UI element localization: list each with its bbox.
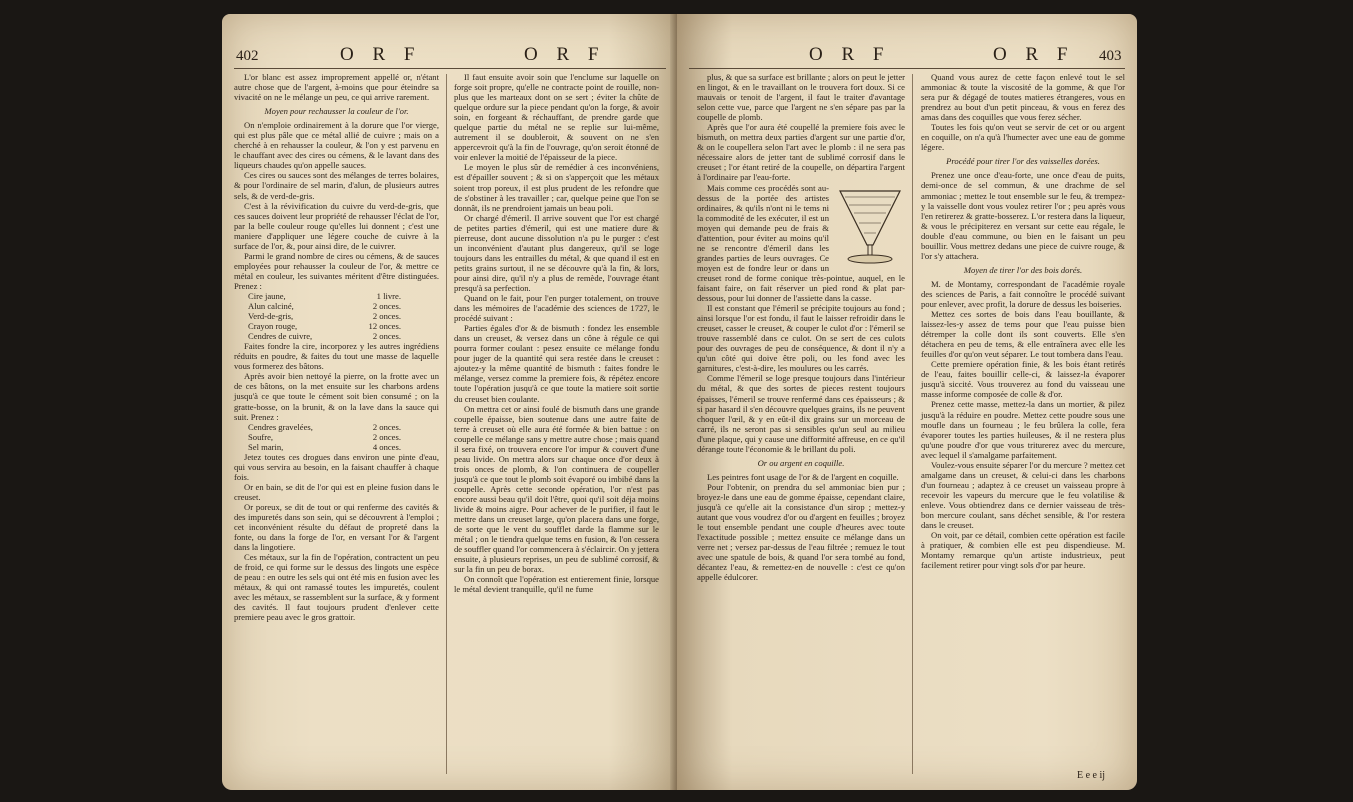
recipe-row: Cire jaune, 1 livre. <box>248 290 401 301</box>
column-divider-left <box>446 74 447 774</box>
header-rule-right <box>689 68 1125 69</box>
folio-left: 402 <box>236 48 259 64</box>
column-1 <box>234 72 439 623</box>
paragraph: Ces métaux, sur la fin de l'opération, contractent un peu de froid, ce qui forme sur le dessus des lingots une espèce de peau : en outre les sels qui ont été mis en fusion avec les métaux, & qui ont ramassé toutes les impuretés, coulent avec les métaux, se rassemblent sur la surface, & y forment des cavités. Il faut toujours prudent d'enlever cette premiere peau avec le gros grattoir. <box>234 552 439 623</box>
paragraph: Or en bain, se dit de l'or qui est en pleine fusion dans le creuset. <box>234 481 439 502</box>
recipe-row: Soufre, 2 onces. <box>248 431 401 442</box>
running-head-left-col2: O R F <box>524 44 606 65</box>
paragraph: Après avoir bien nettoyé la pierre, on la frotte avec un de ces bâtons, on la met ensuite sur les charbons ardens jusqu'à ce que toute le cément soit bien consumé ; on la gratte-bosse, on la brunit, & on la lave dans la sauce qui suit. Prenez : <box>234 371 439 422</box>
left-page <box>222 14 677 790</box>
folio-right: 403 <box>1099 48 1122 64</box>
paragraph: C'est à la révivification du cuivre du verd-de-gris, que ces sauces doivent leur propriété de rehausser l'éclat de l'or, par la belle couleur rouge qu'elles lui donnent ; c'est une maniere d'appliquer une légere couche de cuivre à la surface de l'or, &, pour ainsi dire, de le cuivrer. <box>234 200 439 251</box>
running-head-left: O R F <box>340 44 422 65</box>
recipe-row: Cendres de cuivre, 2 onces. <box>248 331 401 342</box>
paragraph: Le moyen le plus sûr de remédier à ces inconvéniens, est d'épailler souvent ; & si on s'apperçoit que les métaux soient trop poreux, il est plus prudent de les refondre que de s'obstiner à les travailler ; car, quelque peine que l'on se donnât, ils ne prendroient jamais un beau poli. <box>454 162 659 213</box>
paragraph: Cette premiere opération finie, & les bois étant retirés de l'eau, faites bouillir celle-ci, & laissez-la évaporer jusqu'à siccité. Vous trouverez au fond du vaisseau une masse informe composée de colle & d'or. <box>921 359 1125 400</box>
recipe-row: Sel marin, 4 onces. <box>248 441 401 452</box>
paragraph: Or chargé d'émeril. Il arrive souvent que l'or est chargé de petites parties d'émeril, qui est une matiere dure & pierreuse, dont aucune dissolution n'a pu le purger : c'est un inconvénient d'autant plus dangereux, qu'il se loge toujours dans les entrailles du métal, & que quand il est en petits grains surtout, il ne se découvre qu'à la fin, & lors, pour ainsi dire, qu'il n'y a plus de remède, l'ouvrage étant presqu'à sa perfection. <box>454 212 659 293</box>
column-2 <box>454 72 659 594</box>
section-heading: Procédé pour tirer l'or des vaisselles dorées. <box>946 156 1100 167</box>
conical-crucible-illustration <box>835 185 905 267</box>
paragraph: L'or blanc est assez improprement appellé or, n'étant autre chose que de l'argent, à-moins que pour éteindre sa vivacité on ne le mélange un peu, ce qui arrive rarement. <box>234 72 439 103</box>
right-page <box>677 14 1137 790</box>
paragraph: Or poreux, se dit de tout or qui renferme des cavités & des impuretés dans son sein, qui se découvrent à l'emploi ; cet inconvénient résulte du défaut de propreté dans la fonte, ou dans la forge de l'or, en versant l'or & l'argent dans la lingotiere. <box>234 501 439 553</box>
running-head-right: O R F <box>993 44 1075 65</box>
paragraph: Quand on le fait, pour l'en purger totalement, on trouve dans les mémoires de l'académie des sciences de 1727, le procédé suivant : <box>454 293 659 324</box>
paragraph: On mettra cet or ainsi foulé de bismuth dans une grande coupelle épaisse, bien soutenue dans une autre faite de terre à creuset où elle aura été formée & bien battue : on coupelle ce mélange sans y mettre autre chose ; mais quand il sera fixé, on trouvera encore l'or impur & couvert d'une peau livide. On mettra alors sur chaque once d'or deux à trois onces de plomb, & l'on continuera de coupeller jusqu'à ce que tout le plomb soit évaporé ou imbibé dans la coupelle. Après cette seconde opération, l'or n'est pas encore aussi beau qu'il doit l'être, quoi qu'il soit déja moins livide & moins aigre. Pour achever de le purifier, il faut le mettre dans un creuset large, qu'on placera dans une forge, de sorte que le vent du soufflet darde la flamme sur le métal ; on le tiendra quelque tems en fusion, & l'on cessera de souffler quand l'or commencera à s'éclaircir. On y jettera ensuite, à plusieurs reprises, un peu de sublimé corrosif, & sur la fin un peu de borax. <box>454 403 659 575</box>
section-heading: Moyen pour rechausser la couleur de l'or. <box>264 106 409 117</box>
paragraph: Quand vous aurez de cette façon enlevé tout le sel ammoniac & toute la viscosité de la gomme, & que l'or sera pur & dégagé de toutes matieres étrangeres, vous en prendrez au bout d'un petit pinceau, & vous en ferez des amas dans des coquilles que vous ferez sécher. <box>921 72 1125 123</box>
paragraph: Il est constant que l'émeril se précipite toujours au fond ; ainsi lorsque l'or est fondu, il faut le laisser refroidir dans le creuset, casser le creuset, & couper le culot d'or : l'émeril se trouve rassemblé dans ce culot. On se sert de ces culots pour des ouvrages de peu de conséquence, & dont il n'y a qu'un côté qui doive être poli, ou les fond avec les garnitures, c'est-à-dire, les moulures ou les carrés. <box>697 303 905 374</box>
paragraph: Faites fondre la cire, incorporez y les autres ingrédiens réduits en poudre, & faites du tout une masse de laquelle vous formerez des bâtons. <box>234 341 439 372</box>
paragraph: Mais comme ces procédés sont au-dessus de la portée des artistes ordinaires, & qu'ils n'ont ni le tems ni la commodité de les exécuter, il est un moyen qui demande peu de frais & d'attention, pour éviter au moins qu'il ne se rencontre d'émeril dans les grandes parties de leurs ouvrages. Ce moyen est de fondre leur or dans un creuset rond de forme conique très-pointue, auquel, en le faisant faire, on fait réserver un pied rond & plat par-dessous, pour lui donner de l'assiette dans la casse. <box>697 182 905 304</box>
paragraph: Mettez ces sortes de bois dans l'eau bouillante, & laissez-les-y assez de tems pour que l'eau puisse bien détremper la colle dont ils sont couverts. Elle s'en détachera en peu de tems, & elle entraînera avec elle les feuilles d'or qu'on veut séparer. Le tout tombera dans l'eau. <box>921 309 1125 360</box>
column-4 <box>921 72 1125 570</box>
section-heading: Moyen de tirer l'or des bois dorés. <box>963 264 1083 275</box>
section-heading: Or ou argent en coquille. <box>757 457 845 468</box>
column-3 <box>697 72 905 582</box>
paragraph: Parmi le grand nombre de cires ou cémens, & de sauces employées pour rehausser la couleur de l'or, & mettre ce métal en couleur, les suivantes méritent d'être distinguées. Prenez : <box>234 250 439 291</box>
paragraph: Pour l'obtenir, on prendra du sel ammoniac bien pur ; broyez-le dans une eau de gomme épaisse, cependant claire, jusqu'à ce qu'elle ait la consistance d'un sirop ; mettez-y autant que vous voudrez d'or ou d'argent en feuilles ; broyez le tout ensemble pendant une couple d'heures avec toute l'exactitude possible ; mettez ensuite ce mélange dans un verre net ; versez par-dessus de l'eau filtrée ; remuez le tout avec une spatule de bois, & quand l'or sera tombé au fond, décantez l'eau, & remettez-en de nouvelle : c'est ce qu'on appelle édulcorer. <box>697 481 905 583</box>
column-divider-right <box>912 74 913 774</box>
paragraph: Les peintres font usage de l'or & de l'argent en coquille. <box>707 471 899 482</box>
paragraph: Prenez une once d'eau-forte, une once d'eau de puits, demi-once de sel commun, & une drachme de sel ammoniac ; mettez le tout ensemble sur le feu, & trempez-y la vaisselle dont vous voulez retirer l'or ; peu après vous l'en retirerez & gratte-bosserez. L'or restera dans la liqueur, & vous le précipiterez en versant sur cette eau régale, le double d'eau commune, ou bien en le faisant un peu bouillir. Vous mettrez dedans une piece de cuivre rouge, & l'or s'y attachera. <box>921 170 1125 261</box>
paragraph: Comme l'émeril se loge presque toujours dans l'intérieur du métal, & que des sortes de pieces restent toujours épaisses, l'émeril se trouve renfermé dans ces épaisseurs ; & si par hasard il s'en découvre quelques grains, ils ne peuvent choquer l'œil, & y en eût-il dix grains sur un morceau de carré, ils ne seront pas si sensibles qu'un seul au milieu d'une plaque, qui y cause une difformité affreuse, en ce qu'il dérange toute l'économie & le brillant du poli. <box>697 373 905 454</box>
paragraph: Jetez toutes ces drogues dans environ une pinte d'eau, qui vous servira au besoin, en la faisant chauffer à chaque fois. <box>234 451 439 482</box>
paragraph: Parties égales d'or & de bismuth : fondez les ensemble dans un creuset, & versez dans un cône à régule ce qui pourra former coulant : pesez ensuite ce mélange fondu pour juger de la quantité qui sera restée dans le creuset : ajoutez-y la même quantité de bismuth : faites fondre le mélange, versez comme la premiere fois, & répétez encore toute l'opération jusqu'à ce que toute la matiere soit sortie du creuset bien coulante. <box>454 323 659 404</box>
header-rule-left <box>234 68 666 69</box>
paragraph: On n'emploie ordinairement à la dorure que l'or vierge, qui est plus pâle que ce métal allié de cuivre ; mais on a cherché à en rehausser la couleur, & l'on y est parvenu en le chauffant avec des cires ou cémens, & le lavant dans des liqueurs chaudes qu'on appelle sauces. <box>234 120 439 171</box>
running-head-right-col3: O R F <box>809 44 891 65</box>
recipe-row: Verd-de-gris, 2 onces. <box>248 311 401 322</box>
paragraph: Toutes les fois qu'on veut se servir de cet or ou argent en coquille, on n'a qu'à l'humecter avec une eau de gomme légere. <box>921 122 1125 153</box>
recipe-row: Cendres gravelées, 2 onces. <box>248 421 401 432</box>
paragraph: M. de Montamy, correspondant de l'académie royale des sciences de Paris, a fait connoître le procédé suivant pour enlever, avec profit, la dorure de dessus les boiseries. <box>921 278 1125 309</box>
paragraph: Il faut ensuite avoir soin que l'enclume sur laquelle on forge soit propre, qu'elle ne contracte point de rouille, non-plus que les marteaux dont on se sert ; éviter la chûte de quelque ordure sur la piece pendant qu'on la forge, & avoir soin, en forgeant & réchauffant, de prendre garde que quelque partie du métal ne se replie sur lui-même, autrement il se doubleroit, & souvent on ne s'en appercevroit qu'à la fin de l'ouvrage, qu'on seroit étonné de voir enlever la moitié de l'épaisseur de la piece. <box>454 72 659 163</box>
paragraph: plus, & que sa surface est brillante ; alors on peut le jetter en lingot, & en le travaillant on le trouvera fort doux. Si ce mauvais or tenoit de l'argent, il faut le traiter d'avantage selon cette vue, parce que l'argent ne s'en sépare pas par la coupelle de plomb. <box>697 72 905 123</box>
recipe-row: Alun calciné, 2 onces. <box>248 301 401 312</box>
paragraph: Prenez cette masse, mettez-la dans un mortier, & pilez jusqu'à la réduire en poudre. Mettez cette poudre sous une moufle dans un fourneau ; le feu brûlera la colle, fera évaporer toutes les parties huileuses, & il ne restera plus qu'une poudre d'or que vous triturerez avec du mercure, avec lequel il s'amalgame parfaitement. <box>921 399 1125 460</box>
paragraph: On voit, par ce détail, combien cette opération est facile à pratiquer, & combien elle est peu dispendieuse. M. Montamy remarque qu'un artiste industrieux, peut facilement retirer pour vingt sols d'or par heure. <box>921 530 1125 571</box>
paragraph: Voulez-vous ensuite séparer l'or du mercure ? mettez cet amalgame dans un creuset, & celui-ci dans les charbons d'un fourneau ; adaptez à ce creuset un vaisseau propre à recevoir les vapeurs du mercure que le feu volatilise & enleve. Vous obtiendrez dans ce dernier vaisseau de très-bon mercure coulant, sans déchet sensible, & l'or restera dans le creuset. <box>921 459 1125 531</box>
paragraph: On connoît que l'opération est entierement finie, lorsque le métal devient tranquille, qu'il ne fume <box>454 574 659 595</box>
signature-mark: E e e ij <box>1077 770 1106 781</box>
recipe-row: Crayon rouge, 12 onces. <box>248 321 401 332</box>
paragraph: Après que l'or aura été coupellé la premiere fois avec le bismuth, on mettra deux parties d'argent sur une partie d'or, & on le coupellera selon l'art avec le plomb : il ne sera pas nécessaire alors de jetter tant de sublimé corrosif dans le creuset ; l'or étant retiré de la coupelle, on départira l'argent à l'ordinaire par l'eau-forte. <box>697 122 905 183</box>
paragraph: Ces cires ou sauces sont des mélanges de terres bolaires, & pour l'ordinaire de sel marin, d'alun, de plusieurs autres sels, & de verd-de-gris. <box>234 170 439 201</box>
